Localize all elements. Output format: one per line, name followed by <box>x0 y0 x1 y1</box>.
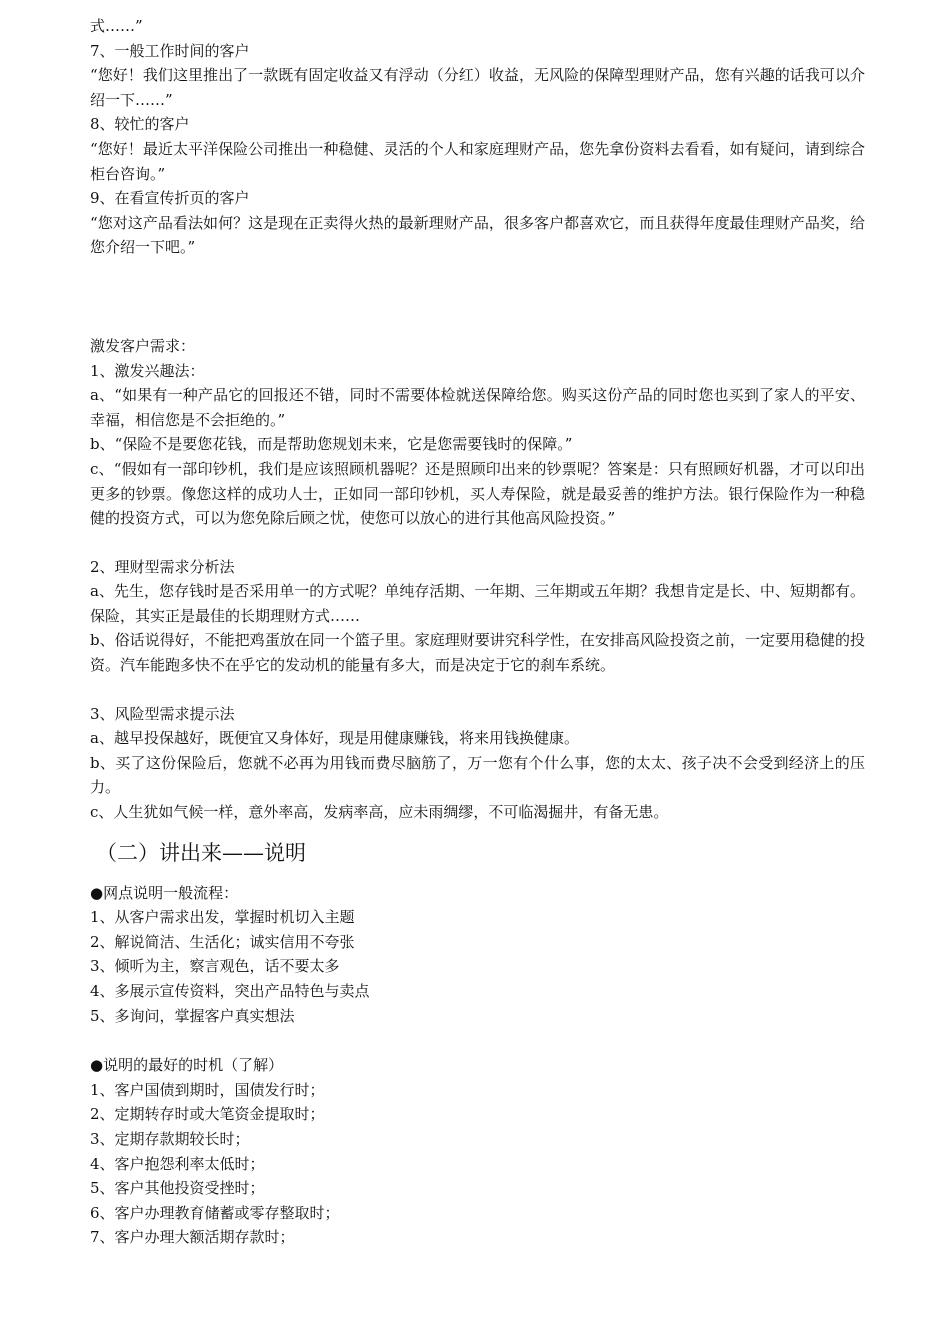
timing-item: 7、客户办理大额活期存款时； <box>90 1228 295 1247</box>
document-page <box>90 14 865 1250</box>
customer-type-heading: 7、一般工作时间的客户 <box>90 41 250 60</box>
spacer <box>90 260 865 334</box>
method-item: b、“保险不是要您花钱，而是帮助您规划未来，它是您需要钱时的保障。” <box>90 435 573 454</box>
method-item: a、“如果有一种产品它的回报还不错，同时不需要体检就送保障给您。购买这份产品的同时您也买到了家人的平安、幸福，相信您是不会拒绝的。” <box>90 386 865 429</box>
method-item: c、“假如有一部印钞机，我们是应该照顾机器呢？还是照顾印出来的钞票呢？答案是：只有照顾好机器，才可以印出更多的钞票。像您这样的成功人士，正如同一部印钞机，买人寿保险，就是最妥善的维护方法。银行保险作为一种稳健的投资方式，可以为您免除后顾之忧，使您可以放心的进行其他高风险投资。” <box>90 459 865 528</box>
script-paragraph: “您好！我们这里推出了一款既有固定收益又有浮动（分红）收益，无风险的保障型理财产品，您有兴趣的话我可以介绍一下……” <box>90 66 865 109</box>
flow-title: ●网点说明一般流程： <box>90 883 239 902</box>
method-item: a、越早投保越好，既便宜又身体好，现是用健康赚钱，将来用钱换健康。 <box>90 729 579 748</box>
spacer <box>90 825 865 835</box>
method-heading: 2、理财型需求分析法 <box>90 557 235 576</box>
flow-item: 3、倾听为主，察言观色，话不要太多 <box>90 957 340 976</box>
method-item: b、俗话说得好，不能把鸡蛋放在同一个篮子里。家庭理财要讲究科学性，在安排高风险投资之前，一定要用稳健的投资。汽车能跑多快不在乎它的发动机的能量有多大，而是决定于它的刹车系统。 <box>90 631 865 675</box>
spacer <box>90 871 865 881</box>
script-continuation: 式……” <box>90 17 143 35</box>
spacer <box>90 1028 865 1053</box>
method-heading: 3、风险型需求提示法 <box>90 704 235 723</box>
method-heading: 1、激发兴趣法： <box>90 361 205 380</box>
flow-item: 2、解说简洁、生活化；诚实信用不夸张 <box>90 932 355 951</box>
flow-item: 5、多询问，掌握客户真实想法 <box>90 1006 295 1025</box>
timing-item: 4、客户抱怨利率太低时； <box>90 1154 265 1173</box>
needs-title: 激发客户需求： <box>90 336 196 355</box>
timing-item: 3、定期存款期较长时； <box>90 1129 250 1148</box>
timing-item: 5、客户其他投资受挫时； <box>90 1179 265 1198</box>
timing-item: 6、客户办理教育储蓄或零存整取时； <box>90 1203 340 1222</box>
customer-type-heading: 9、在看宣传折页的客户 <box>90 189 250 208</box>
method-item: a、先生，您存钱时是否采用单一的方式呢？单纯存活期、一年期、三年期或五年期？我想肯定是长、中、短期都有。保险，其实正是最佳的长期理财方式…… <box>90 582 865 625</box>
spacer <box>90 678 865 702</box>
timing-title: ●说明的最好的时机（了解） <box>90 1056 284 1075</box>
flow-item: 1、从客户需求出发，掌握时机切入主题 <box>90 908 355 927</box>
customer-type-heading: 8、较忙的客户 <box>90 115 190 134</box>
timing-item: 2、定期转存时或大笔资金提取时； <box>90 1105 325 1124</box>
method-item: c、人生犹如气候一样，意外率高，发病率高，应未雨绸缪，不可临渴掘井，有备无患。 <box>90 803 669 822</box>
script-paragraph: “您好！最近太平洋保险公司推出一种稳健、灵活的个人和家庭理财产品，您先拿份资料去看看，如有疑问，请到综合柜台咨询。” <box>90 139 865 183</box>
flow-item: 4、多展示宣传资料，突出产品特色与卖点 <box>90 982 370 1000</box>
spacer <box>90 531 865 555</box>
timing-item: 1、客户国债到期时，国债发行时； <box>90 1080 325 1099</box>
script-paragraph: “您对这产品看法如何？这是现在正卖得火热的最新理财产品，很多客户都喜欢它，而且获得年度最佳理财产品奖，给您介绍一下吧。” <box>90 213 865 257</box>
method-item: b、买了这份保险后，您就不必再为用钱而费尽脑筋了，万一您有个什么事，您的太太、孩子决不会受到经济上的压力。 <box>90 753 865 797</box>
section-heading: （二）讲出来——说明 <box>96 840 306 865</box>
